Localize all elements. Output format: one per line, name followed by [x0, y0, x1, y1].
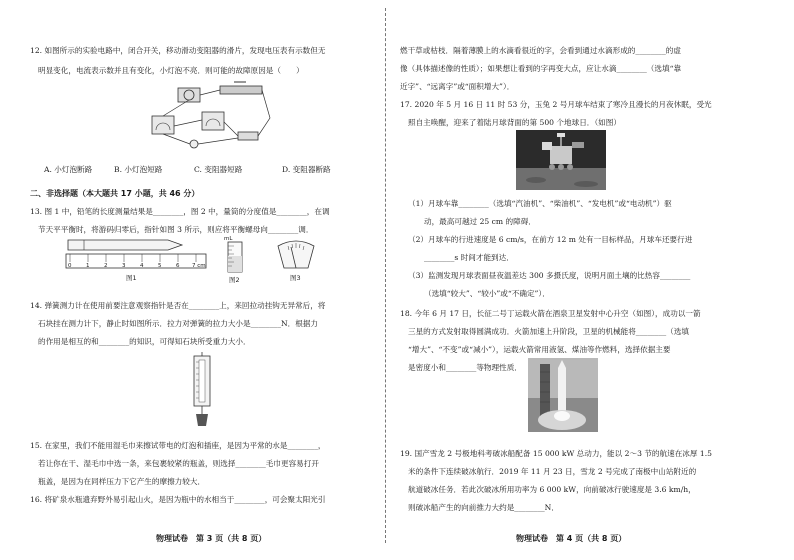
ruler-pencil-figure: [64, 236, 214, 284]
q18-line4: 是密度小和________等物理性质．: [408, 363, 522, 372]
q17-sub1-line1: （1）月球车靠________（选填“汽油机”、“柴油机”、“发电机”或“电动机”）驱: [408, 199, 672, 208]
fig1-label: 图1: [126, 274, 137, 282]
q13-line1: 13. 图 1 中，铅笔的长度测量结果是________，图 2 中，量筒的分度值是________，在调: [30, 207, 330, 216]
q18-line3: “增大”、“不变”或“减小”），运载火箭常用液氢、煤油等作燃料，选择依据主要: [408, 345, 671, 354]
lunar-rover-photo: [516, 130, 606, 190]
q12-option-b: B. 小灯泡短路: [114, 165, 163, 174]
q12-option-c: C. 变阻器短路: [194, 165, 243, 174]
q17-sub2-line1: （2）月球车的行进速度是 6 cm/s，在前方 12 m 处有一目标样品，月球车还要行进: [408, 235, 693, 244]
q17-sub3-line2: （选填“较大”、“较小”或“不确定”）．: [424, 289, 550, 298]
q16-cont-line1: 燃干草或枯枝．隔着薄膜上的水滴看很近的字，会看到通过水滴形成的________的虚: [400, 46, 681, 55]
q17-line2: 照自主唤醒，迎来了着陆月球背面的第 500 个地球日．（如图）: [408, 118, 621, 127]
ruler-tick-6: 6: [176, 263, 180, 269]
ruler-tick-7: 7 cm: [192, 263, 206, 269]
q19-line3: 航道破冰任务．若此次破冰所用功率为 6 000 kW，向前破冰行驶速度是 3.6 km/h，: [408, 485, 696, 494]
ruler-tick-0: 0: [68, 263, 72, 269]
q19-line2: 米的条件下连续破冰航行．2019 年 11 月 23 日，雪龙 2 号完成了南极中山站附近的: [408, 467, 697, 476]
q16-line1: 16. 将矿泉水瓶遗弃野外易引起山火，是因为瓶中的水相当于________，可会聚太阳光引: [30, 495, 326, 504]
q12-option-a: A. 小灯泡断路: [44, 165, 93, 174]
ruler-tick-5: 5: [158, 263, 162, 269]
q15-line3: 瓶盖，是因为在同样压力下它产生的摩擦力较大．: [38, 477, 206, 486]
fig2-label: 图2: [229, 276, 240, 284]
fig3-label: 图3: [290, 274, 301, 282]
q15-line1: 15. 在家里，我们不能用湿毛巾来擦试带电的灯泡和插座，是因为平常的水是________，: [30, 441, 326, 450]
q12-line2: 明显变化，电流表示数并且有变化，小灯泡不亮．则可能的故障原因是（ ）: [38, 66, 304, 75]
section-heading: 二、非选择题（本大题共 17 小题，共 46 分）: [30, 189, 200, 198]
rocket-launch-photo: [528, 358, 598, 432]
q12-line1: 12. 如图所示的实验电路中，闭合开关，移动滑动变阻器的滑片，发现电压表有示数但无: [30, 46, 326, 55]
q16-cont-line3: 近字”、“远离字”或“面积增大”）．: [400, 82, 515, 91]
q17-sub2-line2: ________s 时间才能到达．: [424, 253, 514, 262]
circuit-figure: [142, 78, 282, 160]
q15-line2: 若让你在干、湿毛巾中选一条，来包裹较紧的瓶盖，则选择________毛巾更容易打开: [38, 459, 319, 468]
measuring-cylinder-figure: [220, 232, 254, 284]
q19-line1: 19. 国产雪龙 2 号极地科考破冰船配备 15 000 kW 总动力，能以 2～3 节的航速在冰厚 1.5: [400, 449, 712, 458]
q18-line2: 三星的方式发射取得圆满成功．火箭加速上升阶段，卫星的机械能将________（选填: [408, 327, 689, 336]
balance-pointer-figure: [274, 238, 318, 284]
q16-cont-line2: 像（具体描述像的性质）；如果想让看到的字再变大点，应让水滴________（选填“靠: [400, 64, 682, 73]
q14-line1: 14. 弹簧测力计在使用前要注意观察指针是否在________上，来回拉动挂钩无异常后，将: [30, 301, 326, 310]
ruler-tick-1: 1: [86, 263, 90, 269]
q14-line2: 石块挂在测力计下，静止时如图所示．拉力对弹簧的拉力大小是________N．根据力: [38, 319, 319, 328]
q13-line2: 节天平平衡时，将游码归零后，指针如图 3 所示，则应将平衡螺母向________调．: [38, 225, 314, 234]
left-page: [24, 0, 396, 560]
ruler-tick-2: 2: [104, 263, 108, 269]
right-page: [398, 0, 770, 560]
left-footer: 物理试卷 第 3 页（共 8 页）: [156, 534, 267, 543]
ruler-tick-3: 3: [122, 263, 126, 269]
ruler-tick-4: 4: [140, 263, 144, 269]
spring-scale-figure: [184, 352, 220, 432]
right-footer: 物理试卷 第 4 页（共 8 页）: [516, 534, 627, 543]
q12-option-d: D. 变阻器断路: [282, 165, 331, 174]
q17-line1: 17. 2020 年 5 月 16 日 11 时 53 分，玉兔 2 号月球车结束了寒冷且漫长的月夜休眠，受光: [400, 100, 712, 109]
q17-sub3-line1: （3）监测发现月球表面昼夜温差达 300 多摄氏度，说明月面土壤的比热容________: [408, 271, 691, 280]
cylinder-unit: mL: [224, 236, 233, 242]
q17-sub1-line2: 动，最高可越过 25 cm 的障碍．: [424, 217, 536, 226]
q19-line4: 则破冰船产生的向前推力大约是________N．: [408, 503, 559, 512]
q14-line3: 的作用是相互的和________的知识，可得知石块所受重力大小．: [38, 337, 251, 346]
q18-line1: 18. 今年 6 月 17 日，长征二号丁运载火箭在酒泉卫星发射中心升空（如图），成功以一箭: [400, 309, 701, 318]
